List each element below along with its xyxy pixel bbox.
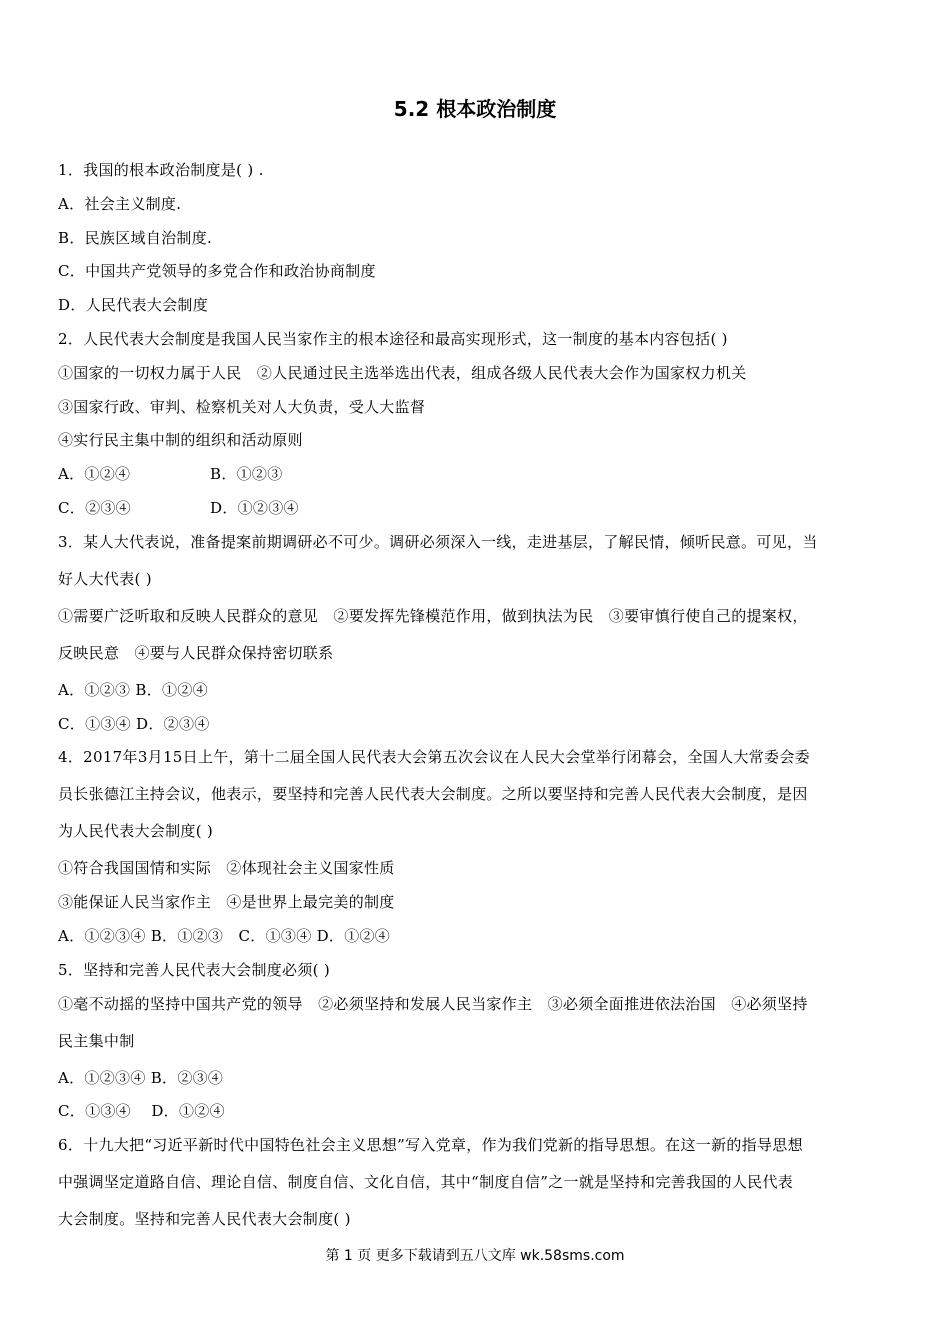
- q1-option-d: D．人民代表大会制度: [58, 296, 209, 315]
- q1-option-b: B．民族区域自治制度.: [58, 228, 213, 247]
- q1-option-c: C．中国共产党领导的多党合作和政治协商制度: [58, 262, 376, 281]
- q5-stem: 5．坚持和完善人民代表大会制度必须( ): [58, 960, 331, 979]
- q5-options-ab: A．①②③④ B．②③④: [58, 1068, 224, 1087]
- q2-option-d: D．①②③④: [210, 498, 299, 517]
- q2-stem: 2．人民代表大会制度是我国人民当家作主的根本途径和最高实现形式，这一制度的基本内容包括( ): [58, 329, 728, 348]
- q5-options-cd: C．①③④ D．①②④: [58, 1102, 225, 1121]
- q3-items-line1: ①需要广泛听取和反映人民群众的意见 ②要发挥先锋模范作用，做到执法为民 ③要审慎行使自己的提案权，: [58, 606, 808, 625]
- q3-options-ab: A．①②③ B．①②④: [58, 680, 208, 699]
- q3-stem-line2: 好人大代表( ): [58, 569, 152, 588]
- q6-stem-line1: 6．十九大把“习近平新时代中国特色社会主义思想”写入党章，作为我们党新的指导思想。在这一新的指导思想: [58, 1136, 803, 1155]
- q5-items-line1: ①毫不动摇的坚持中国共产党的领导 ②必须坚持和发展人民当家作主 ③必须全面推进依法治国 ④必须坚持: [58, 994, 808, 1013]
- q1-option-a: A．社会主义制度.: [58, 194, 182, 213]
- q6-stem-line3: 大会制度。坚持和完善人民代表大会制度( ): [58, 1210, 351, 1229]
- q5-items-line2: 民主集中制: [58, 1031, 135, 1050]
- q4-options: A．①②③④ B．①②③ C．①③④ D．①②④: [58, 926, 391, 945]
- q2-option-a: A．①②④: [58, 465, 131, 484]
- q3-items-line2: 反映民意 ④要与人民群众保持密切联系: [58, 643, 334, 662]
- q4-stem-line3: 为人民代表大会制度( ): [58, 822, 214, 841]
- q3-stem-line1: 3．某人大代表说，准备提案前期调研必不可少。调研必须深入一线，走进基层，了解民情，倾听民意。可见，当: [58, 532, 818, 551]
- page-footer: 第 1 页 更多下载请到五八文库 wk.58sms.com: [325, 1248, 625, 1264]
- q1-stem: 1．我国的根本政治制度是( ) .: [58, 161, 264, 179]
- q6-stem-line2: 中强调坚定道路自信、理论自信、制度自信、文化自信，其中“制度自信”之一就是坚持和完善我国的人民代表: [58, 1173, 794, 1192]
- q2-item-4: ④实行民主集中制的组织和活动原则: [58, 431, 303, 450]
- q4-stem-line1: 4．2017年3月15日上午，第十二届全国人民代表大会第五次会议在人民大会堂举行闭幕会，全国人大常委会委: [58, 748, 810, 767]
- q2-option-b: B．①②③: [210, 465, 283, 484]
- q2-options-cd: [58, 496, 892, 530]
- q4-stem-line2: 员长张德江主持会议，他表示，要坚持和完善人民代表大会制度。之所以要坚持和完善人民代表大会制度，是因: [58, 785, 808, 804]
- q4-items-line1: ①符合我国国情和实际 ②体现社会主义国家性质: [58, 859, 395, 878]
- page-title: 5.2 根本政治制度: [393, 97, 557, 121]
- q3-options-cd: C．①③④ D．②③④: [58, 714, 210, 733]
- question-list: [58, 158, 892, 1244]
- q2-item-3: ③国家行政、审判、检察机关对人大负责，受人大监督: [58, 397, 426, 416]
- q2-option-c: C．②③④: [58, 498, 131, 517]
- q2-item-1: ①国家的一切权力属于人民 ②人民通过民主选举选出代表，组成各级人民代表大会作为国家权力机关: [58, 363, 747, 382]
- q4-items-line2: ③能保证人民当家作主 ④是世界上最完美的制度: [58, 893, 395, 912]
- q2-options-ab: [58, 462, 892, 496]
